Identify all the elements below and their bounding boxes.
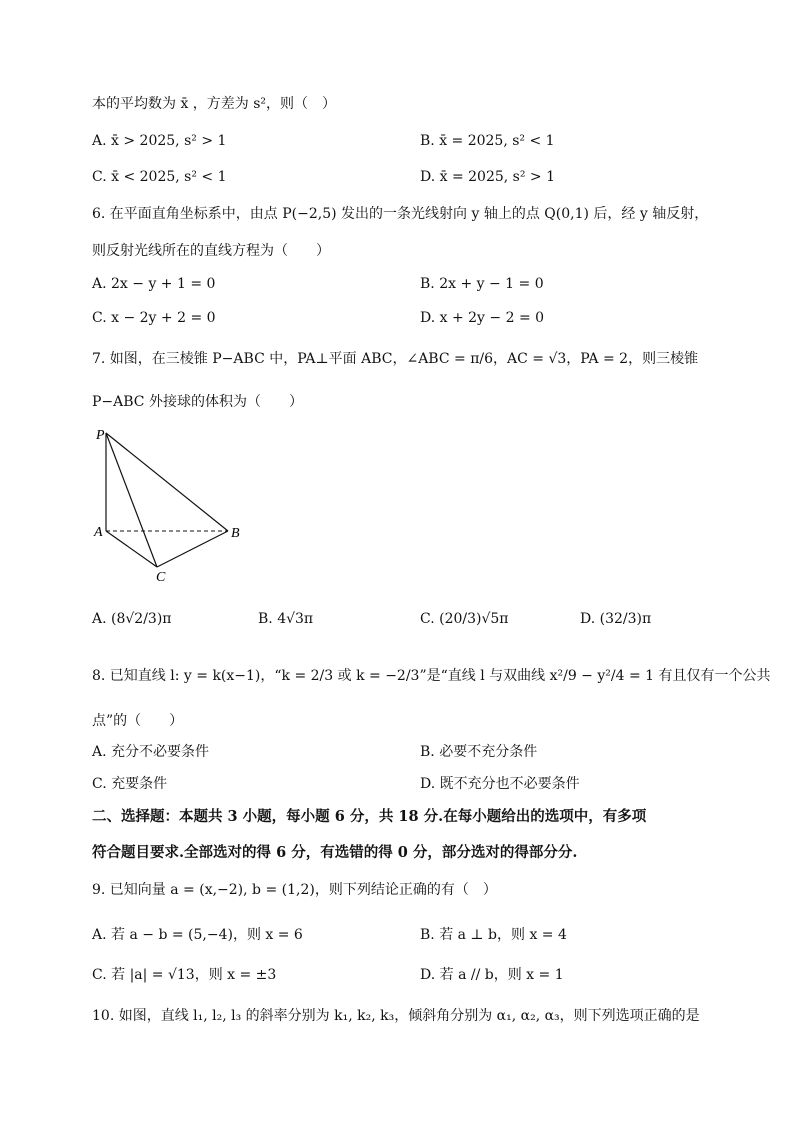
q8-option-c: C. 充要条件 [92, 776, 168, 792]
q9-option-d: D. 若 a // b，则 x = 1 [420, 967, 564, 983]
q6-option-d: D. x + 2y − 2 = 0 [420, 310, 545, 326]
q5-option-c: C. x̄ < 2025, s² < 1 [92, 169, 227, 185]
q9-option-a: A. 若 a − b = (5,−4)，则 x = 6 [92, 927, 303, 943]
edge-ac [106, 531, 157, 567]
q8-stem-line1: 8. 已知直线 l: y = k(x−1)，“k = 2/3 或 k = −2/3”是“直线 l 与双曲线 x²/9 − y²/4 = 1 有且仅有一个公共 [92, 668, 771, 684]
tetrahedron-figure [92, 425, 252, 585]
q7-stem-line2: P−ABC 外接球的体积为（ ） [92, 394, 303, 410]
q8-option-b: B. 必要不充分条件 [420, 744, 538, 760]
label-p: P [96, 428, 105, 443]
q7-option-a: A. (8√2/3)π [92, 611, 172, 627]
q5-option-d: D. x̄ = 2025, s² > 1 [420, 169, 556, 185]
q8-option-d: D. 既不充分也不必要条件 [420, 776, 580, 792]
label-a: A [94, 525, 103, 540]
q9-stem: 9. 已知向量 a = (x,−2), b = (1,2)，则下列结论正确的有（ ） [92, 882, 497, 898]
q7-option-b: B. 4√3π [258, 611, 314, 627]
q5-option-a: A. x̄ > 2025, s² > 1 [92, 133, 227, 149]
q9-option-b: B. 若 a ⊥ b，则 x = 4 [420, 927, 567, 943]
q5-option-b: B. x̄ = 2025, s² < 1 [420, 133, 555, 149]
q5-stem-tail: 本的平均数为 x̄ ，方差为 s²，则（ ） [92, 96, 337, 112]
q8-option-a: A. 充分不必要条件 [92, 744, 210, 760]
q9-option-c: C. 若 |a| = √13，则 x = ±3 [92, 967, 277, 983]
q7-option-c: C. (20/3)√5π [420, 611, 509, 627]
q8-stem-line2: 点”的（ ） [92, 713, 184, 729]
section2-heading-line2: 符合题目要求.全部选对的得 6 分，有选错的得 0 分，部分选对的得部分分. [92, 844, 578, 861]
label-c: C [156, 570, 166, 585]
q7-option-d: D. (32/3)π [580, 611, 652, 627]
q10-stem: 10. 如图，直线 l₁, l₂, l₃ 的斜率分别为 k₁, k₂, k₃，倾斜角分别为 α₁, α₂, α₃，则下列选项正确的是 [92, 1008, 700, 1024]
q7-stem-line1: 7. 如图，在三棱锥 P−ABC 中，PA⊥平面 ABC，∠ABC = π/6，AC = √3，PA = 2，则三棱锥 [92, 351, 699, 367]
edge-cb [157, 531, 228, 567]
q6-option-b: B. 2x + y − 1 = 0 [420, 276, 544, 292]
q6-option-c: C. x − 2y + 2 = 0 [92, 310, 216, 326]
q6-stem-line2: 则反射光线所在的直线方程为（ ） [92, 243, 330, 259]
q6-stem-line1: 6. 在平面直角坐标系中，由点 P(−2,5) 发出的一条光线射向 y 轴上的点 Q(0,1) 后，经 y 轴反射， [92, 206, 709, 222]
q6-option-a: A. 2x − y + 1 = 0 [92, 276, 216, 292]
label-b: B [231, 526, 240, 541]
section2-heading-line1: 二、选择题：本题共 3 小题，每小题 6 分，共 18 分.在每小题给出的选项中，有多项 [92, 808, 647, 825]
